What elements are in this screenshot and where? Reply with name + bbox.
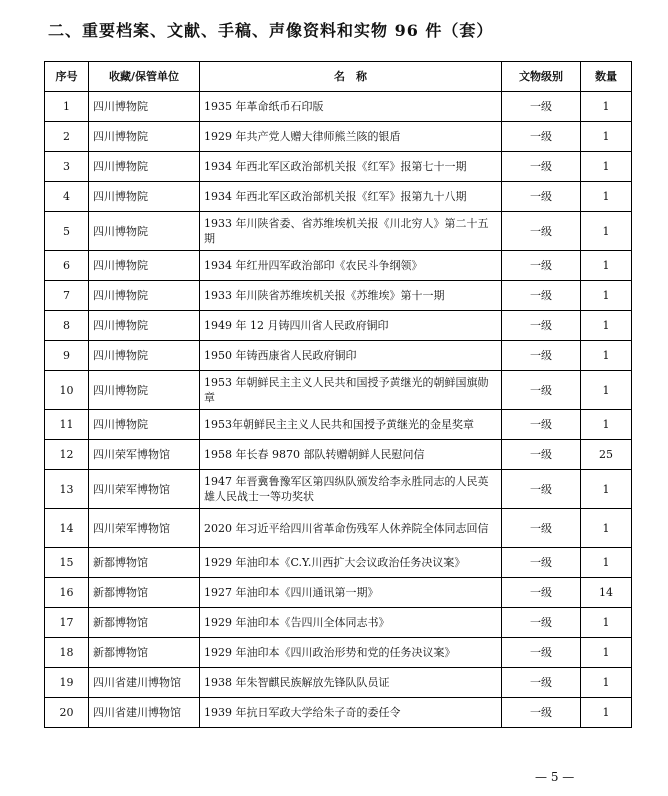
cell-level: 一级 — [502, 509, 581, 548]
cell-qty: 1 — [581, 122, 632, 152]
cell-unit: 四川博物院 — [89, 122, 200, 152]
cell-level: 一级 — [502, 122, 581, 152]
cell-level: 一级 — [502, 311, 581, 341]
cell-name: 1934 年西北军区政治部机关报《红军》报第七十一期 — [200, 152, 502, 182]
cell-unit: 四川博物院 — [89, 341, 200, 371]
cell-no: 1 — [45, 92, 89, 122]
header-unit: 收藏/保管单位 — [89, 62, 200, 92]
cell-level: 一级 — [502, 578, 581, 608]
cell-no: 19 — [45, 668, 89, 698]
table-row — [45, 668, 632, 698]
cell-name: 1938 年朱智麒民族解放先锋队队员证 — [200, 668, 502, 698]
table-row — [45, 341, 632, 371]
cell-qty: 1 — [581, 92, 632, 122]
cell-unit: 新都博物馆 — [89, 548, 200, 578]
cell-no: 14 — [45, 509, 89, 548]
cell-name: 1949 年 12 月铸四川省人民政府铜印 — [200, 311, 502, 341]
cell-unit: 四川博物院 — [89, 281, 200, 311]
table-row — [45, 92, 632, 122]
cell-level: 一级 — [502, 698, 581, 728]
header-no: 序号 — [45, 62, 89, 92]
cell-unit: 四川省建川博物馆 — [89, 698, 200, 728]
cell-level: 一级 — [502, 251, 581, 281]
cell-name: 1927 年油印本《四川通讯第一期》 — [200, 578, 502, 608]
cell-no: 15 — [45, 548, 89, 578]
cell-unit: 四川博物院 — [89, 311, 200, 341]
cell-level: 一级 — [502, 341, 581, 371]
cell-level: 一级 — [502, 548, 581, 578]
cell-qty: 1 — [581, 152, 632, 182]
table-row — [45, 410, 632, 440]
table-row — [45, 182, 632, 212]
header-qty: 数量 — [581, 62, 632, 92]
cell-name: 1929 年共产党人赠大律师熊兰陔的银盾 — [200, 122, 502, 152]
table-row — [45, 470, 632, 509]
cell-name: 1953 年朝鲜民主主义人民共和国授予黄继光的朝鲜国旗勋章 — [200, 371, 502, 410]
cell-qty: 1 — [581, 251, 632, 281]
cell-level: 一级 — [502, 608, 581, 638]
cell-qty: 25 — [581, 440, 632, 470]
table-row — [45, 281, 632, 311]
cell-qty: 1 — [581, 182, 632, 212]
cell-qty: 1 — [581, 341, 632, 371]
cell-level: 一级 — [502, 638, 581, 668]
table-row — [45, 152, 632, 182]
cell-qty: 1 — [581, 548, 632, 578]
cell-no: 2 — [45, 122, 89, 152]
cell-qty: 1 — [581, 371, 632, 410]
cell-no: 5 — [45, 212, 89, 251]
table-row — [45, 638, 632, 668]
table-row — [45, 608, 632, 638]
cell-level: 一级 — [502, 152, 581, 182]
cell-name: 1934 年西北军区政治部机关报《红军》报第九十八期 — [200, 182, 502, 212]
cell-qty: 1 — [581, 311, 632, 341]
cell-no: 12 — [45, 440, 89, 470]
cell-no: 8 — [45, 311, 89, 341]
cell-level: 一级 — [502, 212, 581, 251]
cell-no: 7 — [45, 281, 89, 311]
cell-qty: 1 — [581, 698, 632, 728]
cell-level: 一级 — [502, 410, 581, 440]
cell-no: 6 — [45, 251, 89, 281]
cell-no: 20 — [45, 698, 89, 728]
cell-unit: 四川博物院 — [89, 182, 200, 212]
cell-unit: 四川博物院 — [89, 212, 200, 251]
cell-name: 1958 年长春 9870 部队转赠朝鲜人民慰问信 — [200, 440, 502, 470]
table-row — [45, 509, 632, 548]
cell-no: 9 — [45, 341, 89, 371]
cell-qty: 1 — [581, 410, 632, 440]
records-table — [44, 61, 632, 728]
header-name: 名 称 — [200, 62, 502, 92]
cell-level: 一级 — [502, 182, 581, 212]
cell-qty: 1 — [581, 509, 632, 548]
page-title: 二、重要档案、文献、手稿、声像资料和实物 96 件（套） — [48, 21, 494, 40]
cell-no: 3 — [45, 152, 89, 182]
cell-name: 1953年朝鲜民主主义人民共和国授予黄继光的金星奖章 — [200, 410, 502, 440]
cell-unit: 四川省建川博物馆 — [89, 668, 200, 698]
cell-no: 13 — [45, 470, 89, 509]
cell-unit: 四川荣军博物馆 — [89, 509, 200, 548]
cell-unit: 四川博物院 — [89, 251, 200, 281]
cell-level: 一级 — [502, 92, 581, 122]
cell-name: 1933 年川陕省委、省苏维埃机关报《川北穷人》第二十五期 — [200, 212, 502, 251]
cell-name: 1929 年油印本《告四川全体同志书》 — [200, 608, 502, 638]
cell-unit: 新都博物馆 — [89, 608, 200, 638]
cell-name: 1929 年油印本《C.Y.川西扩大会议政治任务决议案》 — [200, 548, 502, 578]
cell-level: 一级 — [502, 371, 581, 410]
header-level: 文物级别 — [502, 62, 581, 92]
cell-unit: 四川博物院 — [89, 371, 200, 410]
table-row — [45, 371, 632, 410]
cell-no: 16 — [45, 578, 89, 608]
cell-qty: 1 — [581, 212, 632, 251]
cell-qty: 1 — [581, 608, 632, 638]
cell-name: 1934 年红卅四军政治部印《农民斗争纲领》 — [200, 251, 502, 281]
table-row — [45, 548, 632, 578]
cell-qty: 1 — [581, 281, 632, 311]
cell-name: 1939 年抗日军政大学给朱子奇的委任令 — [200, 698, 502, 728]
cell-level: 一级 — [502, 281, 581, 311]
cell-unit: 四川博物院 — [89, 92, 200, 122]
table-row — [45, 440, 632, 470]
table-row — [45, 251, 632, 281]
cell-level: 一级 — [502, 668, 581, 698]
cell-name: 2020 年习近平给四川省革命伤残军人休养院全体同志回信 — [200, 509, 502, 548]
cell-level: 一级 — [502, 470, 581, 509]
cell-qty: 14 — [581, 578, 632, 608]
table-row — [45, 311, 632, 341]
cell-qty: 1 — [581, 668, 632, 698]
cell-name: 1950 年铸西康省人民政府铜印 — [200, 341, 502, 371]
cell-unit: 四川博物院 — [89, 152, 200, 182]
cell-name: 1929 年油印本《四川政治形势和党的任务决议案》 — [200, 638, 502, 668]
cell-no: 11 — [45, 410, 89, 440]
cell-unit: 新都博物馆 — [89, 638, 200, 668]
cell-level: 一级 — [502, 440, 581, 470]
cell-no: 18 — [45, 638, 89, 668]
table-header-row — [45, 62, 632, 92]
cell-no: 10 — [45, 371, 89, 410]
page-number: — 5 — — [535, 770, 575, 784]
cell-name: 1935 年革命纸币石印版 — [200, 92, 502, 122]
cell-unit: 四川荣军博物馆 — [89, 440, 200, 470]
table-row — [45, 698, 632, 728]
table-row — [45, 212, 632, 251]
cell-unit: 新都博物馆 — [89, 578, 200, 608]
cell-qty: 1 — [581, 470, 632, 509]
cell-unit: 四川博物院 — [89, 410, 200, 440]
cell-qty: 1 — [581, 638, 632, 668]
cell-name: 1947 年晋冀鲁豫军区第四纵队颁发给李永胜同志的人民英雄人民战士一等功奖状 — [200, 470, 502, 509]
cell-no: 4 — [45, 182, 89, 212]
cell-name: 1933 年川陕省苏维埃机关报《苏维埃》第十一期 — [200, 281, 502, 311]
cell-unit: 四川荣军博物馆 — [89, 470, 200, 509]
table-row — [45, 578, 632, 608]
cell-no: 17 — [45, 608, 89, 638]
table-row — [45, 122, 632, 152]
